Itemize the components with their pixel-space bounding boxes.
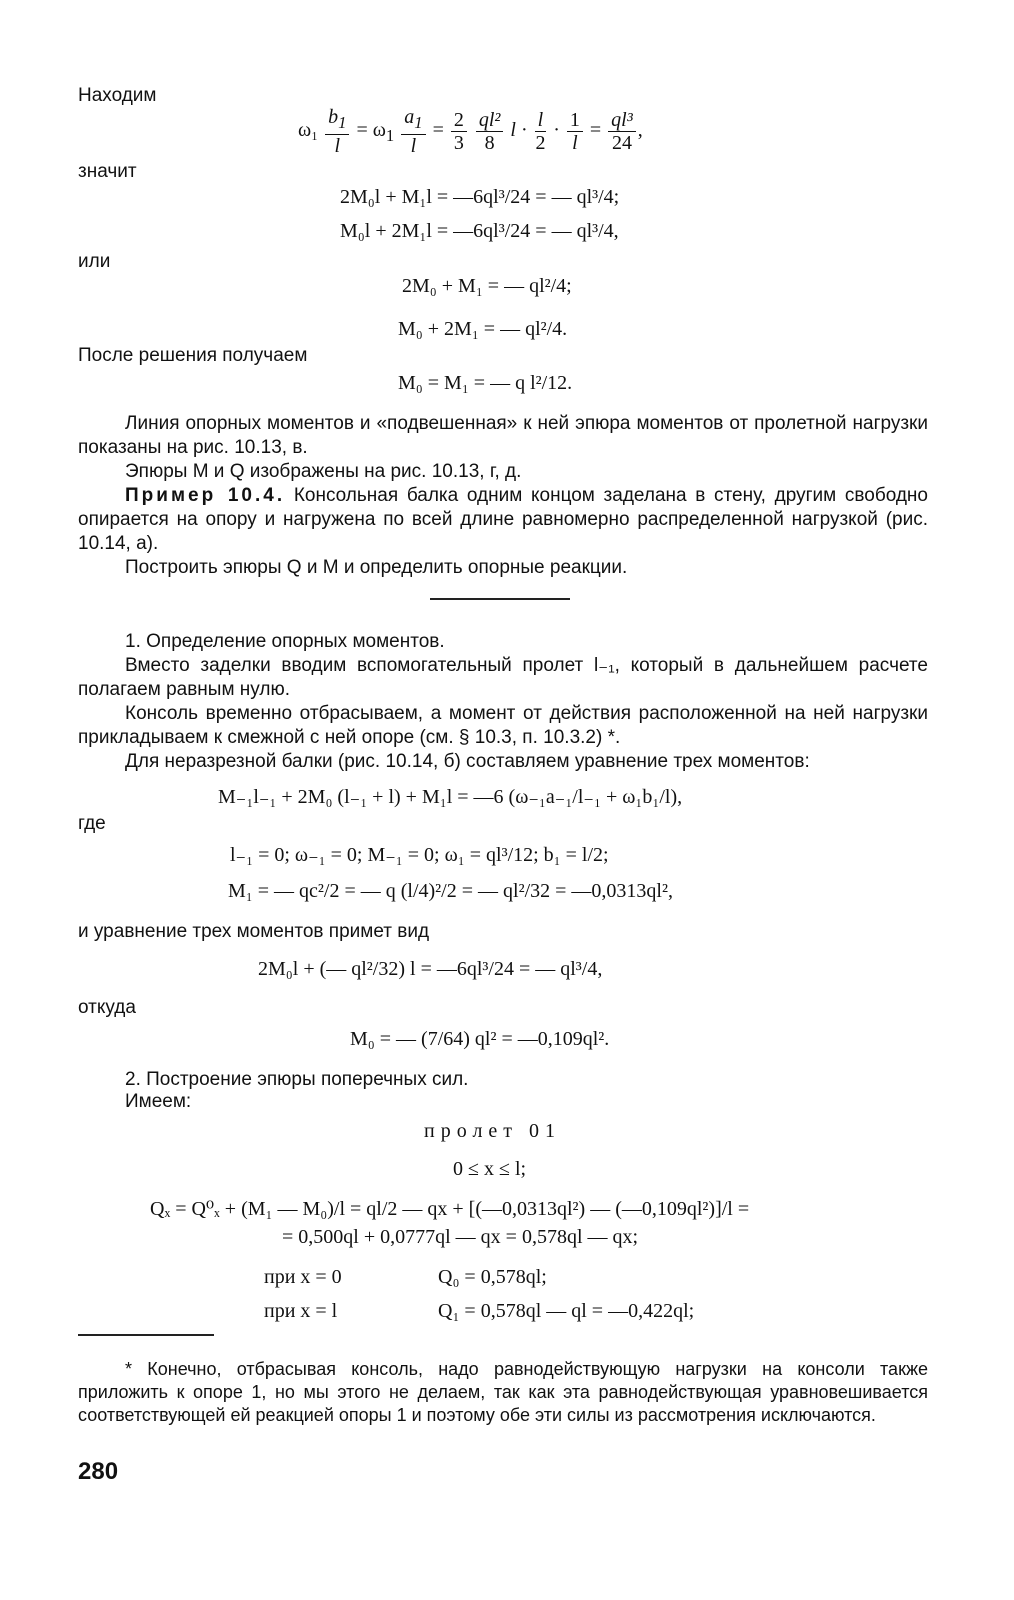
equation-qx: Qₓ = Q⁰ₓ + (M₁ — M₀)/l = ql/2 — qx + [(—0,0313ql²) — (—0,109ql²)]/l = [150, 1198, 750, 1220]
paragraph-diagrams: Эпюры M и Q изображены на рис. 10.13, г, д. [125, 461, 522, 482]
result-q1: Q₁ = 0,578ql — ql = —0,422ql; [438, 1300, 695, 1322]
equation-m1: M₁ = — qc²/2 = — q (l/4)²/2 = — ql²/32 = —0,0313ql², [228, 880, 673, 902]
equation-range: 0 ≤ x ≤ l; [453, 1158, 527, 1180]
paragraph-example-10-4: Пример 10.4. Консольная балка одним концом заделана в стену, другим свободно опирается на опору и нагружена по всей длине равномерно распределенной нагрузкой (рис. 10.14, а). [78, 485, 928, 554]
section-divider [430, 598, 570, 600]
word-nahodim: Находим [78, 85, 157, 106]
result-q0: Q₀ = 0,578ql; [438, 1266, 547, 1288]
condition-x0: при x = 0 [264, 1266, 342, 1288]
phrase-equation-form: и уравнение трех моментов примет вид [78, 921, 430, 942]
span-label: пролет 01 [424, 1120, 562, 1142]
word-ili: или [78, 251, 111, 272]
equation-9: 2M₀l + (— ql²/32) l = —6ql³/24 = — ql³/4, [258, 958, 603, 980]
word-otkuda: откуда [78, 997, 136, 1018]
equation-3: 2M₀ + M₁ = — ql²/4; [402, 275, 572, 297]
paragraph-line-of-moments: Линия опорных моментов и «подвешенная» к ней эпюра моментов от пролетной нагрузки показаны на рис. 10.13, в. [78, 413, 928, 458]
equation-three-moments: M₋₁l₋₁ + 2M₀ (l₋₁ + l) + M₁l = —6 (ω₋₁a₋₁/l₋₁ + ω₁b₁/l), [218, 786, 683, 808]
paragraph-console: Консоль временно отбрасываем, а момент от действия расположенной на ней нагрузки прикладываем к смежной с ней опоре (см. § 10.3, п. 10.3.2) *. [78, 703, 928, 748]
section-1-heading: 1. Определение опорных моментов. [125, 631, 445, 652]
footnote: * Конечно, отбрасывая консоль, надо равнодействующую нагрузки на консоли также приложить к опоре 1, но мы этого не делаем, так как эта равнодействующая уравновешивается соответствующей ей реакцией опоры 1 и поэтому обе эти силы из рассмотрения исключаются. [78, 1359, 928, 1425]
footnote-divider [78, 1334, 214, 1336]
equation-10: M₀ = — (7/64) ql² = —0,109ql². [350, 1028, 610, 1050]
phrase-posle: После решения получаем [78, 345, 308, 366]
section-2-heading: 2. Построение эпюры поперечных сил. [125, 1069, 469, 1090]
condition-xl: при x = l [264, 1300, 338, 1322]
page-number: 280 [78, 1458, 119, 1485]
word-gde: где [78, 813, 106, 834]
paragraph-continuous-beam: Для неразрезной балки (рис. 10.14, б) составляем уравнение трех моментов: [125, 751, 810, 772]
paragraph-auxiliary-span: Вместо заделки вводим вспомогательный пролет l₋₁, который в дальнейшем расчете полагаем равным нулю. [78, 655, 928, 700]
equation-1: 2M₀l + M₁l = —6ql³/24 = — ql³/4; [340, 186, 620, 208]
omega-start: ω₁ [298, 119, 319, 142]
word-znachit: значит [78, 161, 137, 182]
equation-4: M₀ + 2M₁ = — ql²/4. [398, 318, 568, 340]
equation-5: M₀ = M₁ = — q l²/12. [398, 372, 573, 394]
omega-equation: ω₁ $\frac{b_1}{l}$ = $\omega_1$ $\frac{a_1}{l}$ = $\frac{2}{3}$ $\frac{\text{ql²}}{8}$ l · $\frac{l}{2}$ · $\frac{1}{l}$ = $\frac{\text{ql³}}{24}$ , [298, 106, 643, 157]
equation-2: M₀l + 2M₁l = —6ql³/24 = — ql³/4, [340, 220, 619, 242]
paragraph-task: Построить эпюры Q и M и определить опорные реакции. [125, 557, 628, 578]
word-imeem: Имеем: [125, 1091, 192, 1112]
equation-qx-cont: = 0,500ql + 0,0777ql — qx = 0,578ql — qx; [282, 1226, 639, 1248]
equation-values: l₋₁ = 0; ω₋₁ = 0; M₋₁ = 0; ω₁ = ql³/12; b₁ = l/2; [230, 844, 609, 866]
